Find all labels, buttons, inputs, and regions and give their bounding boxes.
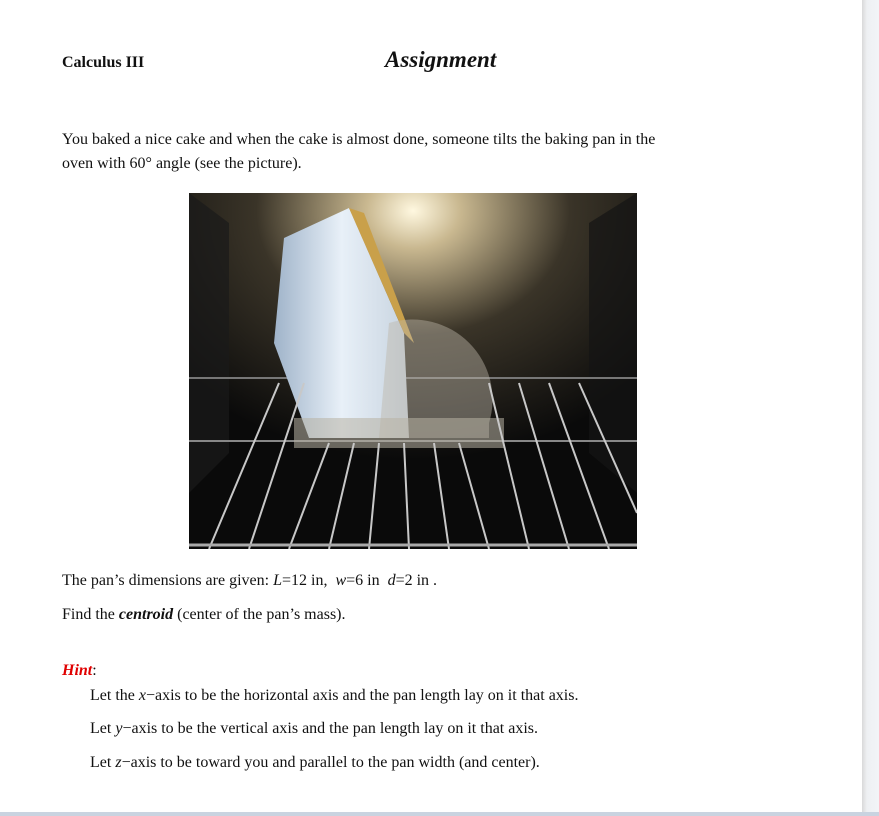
width-value: =6 in	[346, 572, 380, 589]
depth-var: d	[387, 572, 396, 589]
length-value: =12 in,	[281, 572, 328, 589]
dimensions-line	[62, 572, 437, 590]
hint-line-y-pre: Let	[90, 720, 112, 737]
viewer-right-edge	[862, 0, 879, 816]
x-var: x	[138, 687, 146, 704]
width-var: w	[335, 572, 347, 589]
question-suffix: (center of the pan’s mass).	[177, 606, 346, 623]
hint-word: Hint	[62, 662, 93, 679]
dimensions-prefix: The pan’s dimensions are given:	[62, 572, 270, 589]
course-name: Calculus III	[62, 54, 145, 71]
hint-line-z	[90, 754, 540, 772]
page-title: Assignment	[385, 47, 497, 72]
hint-line-z-pre: Let	[90, 754, 112, 771]
intro-paragraph	[62, 128, 762, 176]
hint-line-x	[90, 687, 578, 705]
question-prefix: Find the	[62, 606, 115, 623]
hint-line-y-post: −axis to be the vertical axis and the pan length lay on it that axis.	[122, 720, 539, 737]
hint-heading	[62, 662, 97, 680]
z-var: z	[115, 754, 122, 771]
depth-value: =2 in	[395, 572, 430, 589]
hint-line-y	[90, 720, 538, 738]
question-line	[62, 606, 346, 624]
hint-colon: :	[92, 662, 97, 679]
hint-line-x-post: −axis to be the horizontal axis and the pan length lay on it that axis.	[145, 687, 579, 704]
hint-line-x-pre: Let the	[90, 687, 135, 704]
viewer-bottom-edge	[0, 812, 879, 816]
length-var: L	[273, 572, 282, 589]
dimensions-suffix: .	[433, 572, 438, 589]
centroid-keyword: centroid	[118, 606, 174, 623]
intro-line-1: You baked a nice cake and when the cake is almost done, someone tilts the baking pan in the	[62, 131, 656, 148]
oven-photo	[189, 193, 637, 549]
y-var: y	[115, 720, 123, 737]
intro-line-2: oven with 60° angle (see the picture).	[62, 155, 302, 172]
cake-pan-image	[189, 193, 637, 549]
hint-line-z-post: −axis to be toward you and parallel to the pan width (and center).	[121, 754, 540, 771]
